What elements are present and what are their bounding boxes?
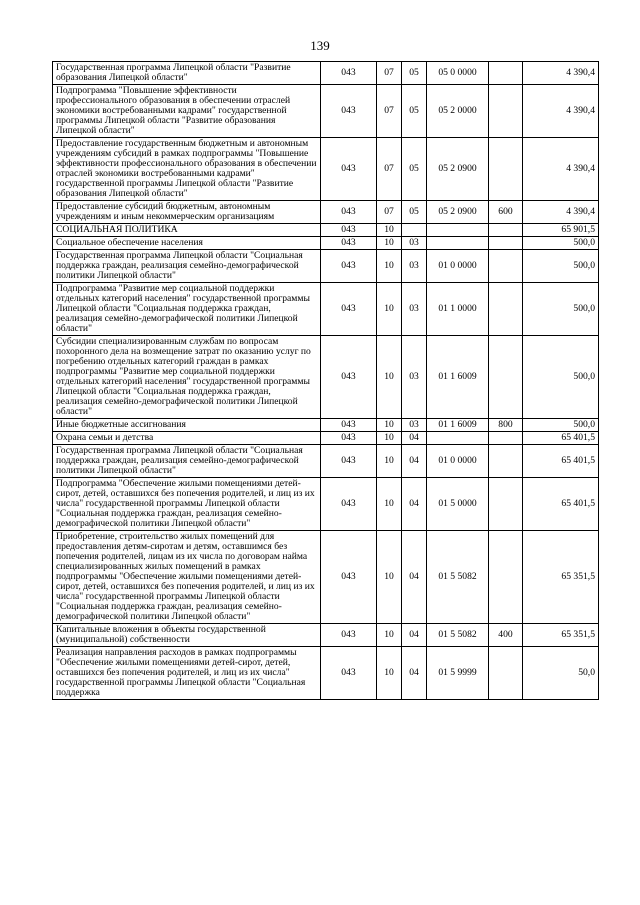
row-expense-type-cell bbox=[489, 85, 523, 138]
table-row bbox=[53, 224, 599, 237]
row-ved-cell: 043 bbox=[321, 201, 377, 224]
row-amount-cell: 50,0 bbox=[523, 647, 599, 700]
row-ved-cell: 043 bbox=[321, 647, 377, 700]
row-section-cell: 10 bbox=[377, 445, 402, 478]
row-section-cell: 10 bbox=[377, 432, 402, 445]
table-row bbox=[53, 85, 599, 138]
row-subsection-cell: 04 bbox=[402, 624, 427, 647]
row-expense-type-cell bbox=[489, 445, 523, 478]
row-target-article-cell: 01 5 5082 bbox=[427, 531, 489, 624]
row-section-cell: 07 bbox=[377, 85, 402, 138]
row-target-article-cell: 05 2 0900 bbox=[427, 201, 489, 224]
table-row bbox=[53, 250, 599, 283]
row-target-article-cell: 01 5 5082 bbox=[427, 624, 489, 647]
table-row bbox=[53, 283, 599, 336]
budget-table bbox=[52, 61, 599, 700]
row-section-cell: 10 bbox=[377, 283, 402, 336]
row-subsection-cell: 04 bbox=[402, 531, 427, 624]
table-row bbox=[53, 531, 599, 624]
row-amount-cell: 4 390,4 bbox=[523, 138, 599, 201]
table-row bbox=[53, 647, 599, 700]
row-expense-type-cell bbox=[489, 138, 523, 201]
row-target-article-cell: 01 5 9999 bbox=[427, 647, 489, 700]
row-ved-cell: 043 bbox=[321, 138, 377, 201]
table-row bbox=[53, 237, 599, 250]
row-name-cell: Капитальные вложения в объекты государственной (муниципальной) собственности bbox=[53, 624, 321, 647]
row-expense-type-cell bbox=[489, 237, 523, 250]
row-amount-cell: 500,0 bbox=[523, 250, 599, 283]
row-expense-type-cell bbox=[489, 62, 523, 85]
row-name-cell: Охрана семьи и детства bbox=[53, 432, 321, 445]
table-row bbox=[53, 445, 599, 478]
row-ved-cell: 043 bbox=[321, 531, 377, 624]
row-target-article-cell: 01 1 6009 bbox=[427, 419, 489, 432]
row-subsection-cell: 05 bbox=[402, 138, 427, 201]
row-ved-cell: 043 bbox=[321, 478, 377, 531]
row-name-cell: Подпрограмма "Повышение эффективности профессионального образования в обеспечении отраслей экономики востребованными кадрами" государственной программы Липецкой области "Развитие образования Липецкой области" bbox=[53, 85, 321, 138]
row-target-article-cell: 05 2 0000 bbox=[427, 85, 489, 138]
row-subsection-cell: 05 bbox=[402, 62, 427, 85]
row-amount-cell: 500,0 bbox=[523, 237, 599, 250]
row-ved-cell: 043 bbox=[321, 419, 377, 432]
row-expense-type-cell bbox=[489, 432, 523, 445]
row-expense-type-cell bbox=[489, 283, 523, 336]
row-ved-cell: 043 bbox=[321, 85, 377, 138]
row-name-cell: Приобретение, строительство жилых помещений для предоставления детям-сиротам и детям, оставшимся без попечения родителей, лицам из их числа по договорам найма специализированных жилых помещений в рамках подпрограммы "Обеспечение жилыми помещениями детей-сирот, детей, оставшихся без попечения родителей, и лиц из их числа" государственной программы Липецкой области "Социальная поддержка граждан, реализация семейно-демографической политики Липецкой области" bbox=[53, 531, 321, 624]
table-row bbox=[53, 478, 599, 531]
row-subsection-cell: 03 bbox=[402, 237, 427, 250]
row-ved-cell: 043 bbox=[321, 336, 377, 419]
row-subsection-cell bbox=[402, 224, 427, 237]
row-target-article-cell bbox=[427, 237, 489, 250]
row-subsection-cell: 04 bbox=[402, 445, 427, 478]
row-subsection-cell: 04 bbox=[402, 647, 427, 700]
row-amount-cell: 500,0 bbox=[523, 336, 599, 419]
row-ved-cell: 043 bbox=[321, 624, 377, 647]
table-row bbox=[53, 62, 599, 85]
row-name-cell: Государственная программа Липецкой области "Развитие образования Липецкой области" bbox=[53, 62, 321, 85]
row-amount-cell: 4 390,4 bbox=[523, 201, 599, 224]
row-name-cell: Государственная программа Липецкой области "Социальная поддержка граждан, реализация семейно-демографической политики Липецкой области" bbox=[53, 250, 321, 283]
row-expense-type-cell bbox=[489, 336, 523, 419]
row-expense-type-cell: 800 bbox=[489, 419, 523, 432]
row-subsection-cell: 05 bbox=[402, 201, 427, 224]
row-section-cell: 10 bbox=[377, 224, 402, 237]
row-subsection-cell: 05 bbox=[402, 85, 427, 138]
row-section-cell: 10 bbox=[377, 624, 402, 647]
table-row bbox=[53, 138, 599, 201]
row-section-cell: 07 bbox=[377, 138, 402, 201]
row-amount-cell: 65 401,5 bbox=[523, 432, 599, 445]
row-expense-type-cell bbox=[489, 647, 523, 700]
row-target-article-cell: 01 1 0000 bbox=[427, 283, 489, 336]
row-expense-type-cell bbox=[489, 478, 523, 531]
row-subsection-cell: 03 bbox=[402, 336, 427, 419]
row-amount-cell: 65 401,5 bbox=[523, 478, 599, 531]
row-section-cell: 10 bbox=[377, 478, 402, 531]
row-expense-type-cell bbox=[489, 531, 523, 624]
row-subsection-cell: 03 bbox=[402, 283, 427, 336]
row-amount-cell: 65 351,5 bbox=[523, 531, 599, 624]
row-name-cell: Подпрограмма "Обеспечение жилыми помещениями детей-сирот, детей, оставшихся без попечения родителей, и лиц из их числа" государственной программы Липецкой области "Социальная поддержка граждан, реализация семейно-демографической политики Липецкой области" bbox=[53, 478, 321, 531]
row-target-article-cell: 01 0 0000 bbox=[427, 445, 489, 478]
row-amount-cell: 4 390,4 bbox=[523, 62, 599, 85]
row-target-article-cell: 01 1 6009 bbox=[427, 336, 489, 419]
row-subsection-cell: 03 bbox=[402, 419, 427, 432]
row-name-cell: Подпрограмма "Развитие мер социальной поддержки отдельных категорий населения" государственной программы Липецкой области "Социальная поддержка граждан, реализация семейно-демографической политики Липецкой области" bbox=[53, 283, 321, 336]
table-row bbox=[53, 419, 599, 432]
row-ved-cell: 043 bbox=[321, 62, 377, 85]
row-expense-type-cell: 400 bbox=[489, 624, 523, 647]
row-section-cell: 07 bbox=[377, 62, 402, 85]
row-target-article-cell: 01 5 0000 bbox=[427, 478, 489, 531]
table-row bbox=[53, 432, 599, 445]
row-section-cell: 07 bbox=[377, 201, 402, 224]
row-target-article-cell: 05 2 0900 bbox=[427, 138, 489, 201]
row-ved-cell: 043 bbox=[321, 237, 377, 250]
row-section-cell: 10 bbox=[377, 419, 402, 432]
row-subsection-cell: 03 bbox=[402, 250, 427, 283]
row-section-cell: 10 bbox=[377, 237, 402, 250]
row-ved-cell: 043 bbox=[321, 283, 377, 336]
row-name-cell: СОЦИАЛЬНАЯ ПОЛИТИКА bbox=[53, 224, 321, 237]
row-amount-cell: 500,0 bbox=[523, 283, 599, 336]
row-ved-cell: 043 bbox=[321, 250, 377, 283]
row-section-cell: 10 bbox=[377, 531, 402, 624]
row-amount-cell: 65 351,5 bbox=[523, 624, 599, 647]
row-section-cell: 10 bbox=[377, 647, 402, 700]
row-name-cell: Иные бюджетные ассигнования bbox=[53, 419, 321, 432]
page-number: 139 bbox=[310, 38, 330, 53]
row-name-cell: Социальное обеспечение населения bbox=[53, 237, 321, 250]
row-ved-cell: 043 bbox=[321, 445, 377, 478]
row-subsection-cell: 04 bbox=[402, 432, 427, 445]
table-row bbox=[53, 336, 599, 419]
row-amount-cell: 65 401,5 bbox=[523, 445, 599, 478]
row-name-cell: Государственная программа Липецкой области "Социальная поддержка граждан, реализация семейно-демографической политики Липецкой области" bbox=[53, 445, 321, 478]
row-section-cell: 10 bbox=[377, 336, 402, 419]
row-amount-cell: 4 390,4 bbox=[523, 85, 599, 138]
row-name-cell: Предоставление государственным бюджетным и автономным учреждениям субсидий в рамках подпрограммы "Повышение эффективности профессионального образования в обеспечении отраслей экономики востребованными кадрами" государственной программы Липецкой области "Развитие образования Липецкой области" bbox=[53, 138, 321, 201]
row-name-cell: Субсидии специализированным службам по вопросам похоронного дела на возмещение затрат по оказанию услуг по погребению отдельных категорий граждан в рамках подпрограммы "Развитие мер социальной поддержки отдельных категорий населения" государственной программы Липецкой области "Социальная поддержка граждан, реализация семейно-демографической политики Липецкой области" bbox=[53, 336, 321, 419]
table-row bbox=[53, 624, 599, 647]
row-ved-cell: 043 bbox=[321, 432, 377, 445]
row-amount-cell: 500,0 bbox=[523, 419, 599, 432]
row-ved-cell: 043 bbox=[321, 224, 377, 237]
row-subsection-cell: 04 bbox=[402, 478, 427, 531]
budget-table-body bbox=[53, 62, 599, 700]
row-name-cell: Предоставление субсидий бюджетным, автономным учреждениям и иным некоммерческим организациям bbox=[53, 201, 321, 224]
table-row bbox=[53, 201, 599, 224]
row-target-article-cell: 05 0 0000 bbox=[427, 62, 489, 85]
row-section-cell: 10 bbox=[377, 250, 402, 283]
row-expense-type-cell bbox=[489, 250, 523, 283]
row-expense-type-cell: 600 bbox=[489, 201, 523, 224]
row-target-article-cell: 01 0 0000 bbox=[427, 250, 489, 283]
row-amount-cell: 65 901,5 bbox=[523, 224, 599, 237]
row-expense-type-cell bbox=[489, 224, 523, 237]
row-name-cell: Реализация направления расходов в рамках подпрограммы "Обеспечение жилыми помещениями детей-сирот, детей, оставшихся без попечения родителей, и лиц из их числа" государственной программы Липецкой области "Социальная поддержка bbox=[53, 647, 321, 700]
row-target-article-cell bbox=[427, 432, 489, 445]
row-target-article-cell bbox=[427, 224, 489, 237]
